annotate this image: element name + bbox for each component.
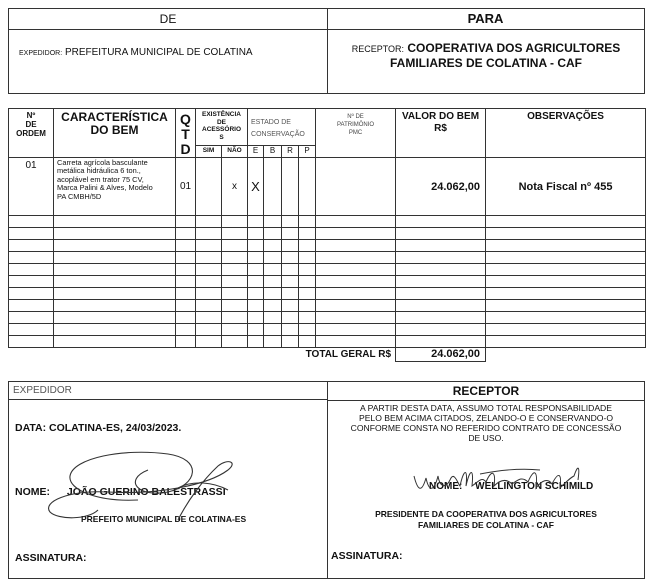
table-row bbox=[9, 228, 646, 240]
ordem-h3: ORDEM bbox=[16, 129, 46, 138]
col-caracteristica-header bbox=[54, 109, 176, 158]
table-row bbox=[9, 264, 646, 276]
desc-line3: acoplável em trator 75 CV, bbox=[57, 174, 144, 184]
receptor-line2: FAMILIARES DE COLATINA - CAF bbox=[390, 56, 582, 70]
receptor-cargo bbox=[327, 509, 645, 531]
expedidor-field bbox=[19, 47, 253, 58]
total-label: TOTAL GERAL R$ bbox=[9, 348, 396, 362]
col-p-header: P bbox=[299, 146, 316, 158]
assinatura-right: ASSINATURA: bbox=[331, 550, 403, 562]
expedidor-nome bbox=[15, 486, 226, 498]
para-label: PARA bbox=[467, 11, 504, 26]
estado-h2: CONSERVAÇÃO bbox=[251, 131, 305, 138]
patr-h1: Nº DE bbox=[347, 114, 364, 120]
nome-value: JOÃO GUERINO BALESTRASSI bbox=[66, 486, 226, 498]
col-r-header: R bbox=[282, 146, 299, 158]
total-row bbox=[9, 348, 646, 362]
ordem-h1: Nº bbox=[26, 111, 36, 120]
row1-estado-b bbox=[264, 158, 282, 216]
qtd-h1: Q bbox=[180, 111, 191, 127]
receptor-nome-value: WELLINGTON SCHIMILD bbox=[475, 481, 594, 492]
row1-patrimonio bbox=[316, 158, 396, 216]
de-label: DE bbox=[159, 12, 177, 26]
table-row bbox=[9, 312, 646, 324]
carac-h2: DO BEM bbox=[90, 123, 139, 137]
signatures-section bbox=[8, 381, 645, 579]
patr-h3: PMC bbox=[348, 130, 363, 136]
row1-qtd: 01 bbox=[176, 158, 196, 216]
table-row bbox=[9, 240, 646, 252]
table-row bbox=[9, 324, 646, 336]
carac-h1: CARACTERÍSTICA bbox=[61, 110, 168, 124]
table-row bbox=[9, 216, 646, 228]
table-row bbox=[9, 336, 646, 348]
row1-estado-p bbox=[299, 158, 316, 216]
col-nao-header: NÃO bbox=[222, 146, 248, 158]
row1-estado-e: X bbox=[248, 158, 264, 216]
receptor-prefix: RECEPTOR: bbox=[351, 44, 405, 54]
col-existencia-header bbox=[196, 109, 248, 146]
expedidor-title bbox=[9, 382, 327, 400]
col-valor-header bbox=[396, 109, 486, 158]
declaracao-line1: A PARTIR DESTA DATA, ASSUMO TOTAL RESPONSABILIDADE bbox=[360, 403, 612, 413]
row1-observacao: Nota Fiscal nº 455 bbox=[486, 158, 646, 216]
receptor-title bbox=[327, 382, 645, 401]
desc-line5: PA CMBH/5D bbox=[57, 191, 102, 201]
row1-descricao bbox=[54, 158, 176, 216]
qtd-h3: D bbox=[180, 141, 191, 157]
col-b-header: B bbox=[264, 146, 282, 158]
nome-label: NOME: bbox=[15, 486, 50, 498]
declaracao-line3: CONFORME CONSTA NO REFERIDO CONTRATO DE CONCESSÃO bbox=[350, 423, 622, 433]
obs-h: OBSERVAÇÕES bbox=[527, 111, 604, 122]
table-row bbox=[9, 288, 646, 300]
receptor-field bbox=[327, 41, 645, 70]
de-header bbox=[9, 9, 327, 30]
receptor-nome-label: NOME: bbox=[429, 481, 463, 492]
expedidor-cargo: PREFEITO MUNICIPAL DE COLATINA-ES bbox=[81, 514, 247, 524]
header-section bbox=[8, 8, 645, 94]
receptor-cargo1: PRESIDENTE DA COOPERATIVA DOS AGRICULTORES bbox=[375, 509, 597, 519]
exist-h4: S bbox=[219, 133, 224, 141]
receptor-cargo2: FAMILIARES DE COLATINA - CAF bbox=[418, 520, 554, 530]
receptor-line1: COOPERATIVA DOS AGRICULTORES bbox=[407, 41, 621, 55]
assinatura-left: ASSINATURA: bbox=[15, 552, 87, 564]
estado-h1: ESTADO DE bbox=[251, 119, 291, 126]
declaracao bbox=[327, 403, 645, 443]
table-row bbox=[9, 300, 646, 312]
row1-nao: x bbox=[222, 158, 248, 216]
row1-sim bbox=[196, 158, 222, 216]
items-grid bbox=[8, 108, 646, 362]
table-row bbox=[9, 276, 646, 288]
table-row bbox=[9, 158, 646, 216]
row1-estado-r bbox=[282, 158, 299, 216]
table-row bbox=[9, 252, 646, 264]
data-line: DATA: COLATINA-ES, 24/03/2023. bbox=[15, 422, 182, 434]
exist-h1: EXISTÊNCIA bbox=[202, 111, 242, 118]
ordem-h2: DE bbox=[25, 120, 37, 129]
para-header bbox=[327, 9, 644, 30]
expedidor-value: PREFEITURA MUNICIPAL DE COLATINA bbox=[64, 47, 253, 58]
col-sim-header: SIM bbox=[196, 146, 222, 158]
qtd-h2: T bbox=[181, 126, 190, 142]
receptor-title-text: RECEPTOR bbox=[452, 384, 520, 398]
desc-line1: Carreta agrícola basculante bbox=[57, 158, 148, 167]
exist-h3: ACESSÓRIO bbox=[202, 126, 242, 133]
col-observacoes-header bbox=[486, 109, 646, 158]
row1-valor: 24.062,00 bbox=[396, 158, 486, 216]
valor-h2: R$ bbox=[434, 123, 447, 134]
col-estado-header bbox=[248, 109, 316, 146]
expedidor-prefix: EXPEDIDOR: bbox=[19, 50, 63, 57]
desc-line2: metálica hidráulica 6 ton., bbox=[57, 166, 141, 176]
expedidor-title-text: EXPEDIDOR bbox=[13, 385, 72, 396]
desc-line4: Marca Palini & Alves, Modelo bbox=[57, 183, 153, 193]
row1-ordem: 01 bbox=[9, 158, 54, 216]
patr-h2: PATRIMÔNIO bbox=[336, 122, 375, 128]
col-ordem-header bbox=[9, 109, 54, 158]
col-e-header: E bbox=[248, 146, 264, 158]
receptor-nome bbox=[429, 481, 593, 492]
declaracao-line4: DE USO. bbox=[468, 433, 504, 443]
total-empty bbox=[486, 348, 646, 362]
col-qtd-header bbox=[176, 109, 196, 158]
exist-h2: DE bbox=[216, 118, 227, 126]
col-patrimonio-header bbox=[316, 109, 396, 158]
items-table bbox=[8, 108, 645, 360]
total-value: 24.062,00 bbox=[396, 348, 486, 362]
valor-h1: VALOR DO BEM bbox=[401, 111, 480, 122]
declaracao-line2: PELO BEM ACIMA CITADOS, ZELANDO-O E CONSERVANDO-O bbox=[358, 413, 614, 423]
